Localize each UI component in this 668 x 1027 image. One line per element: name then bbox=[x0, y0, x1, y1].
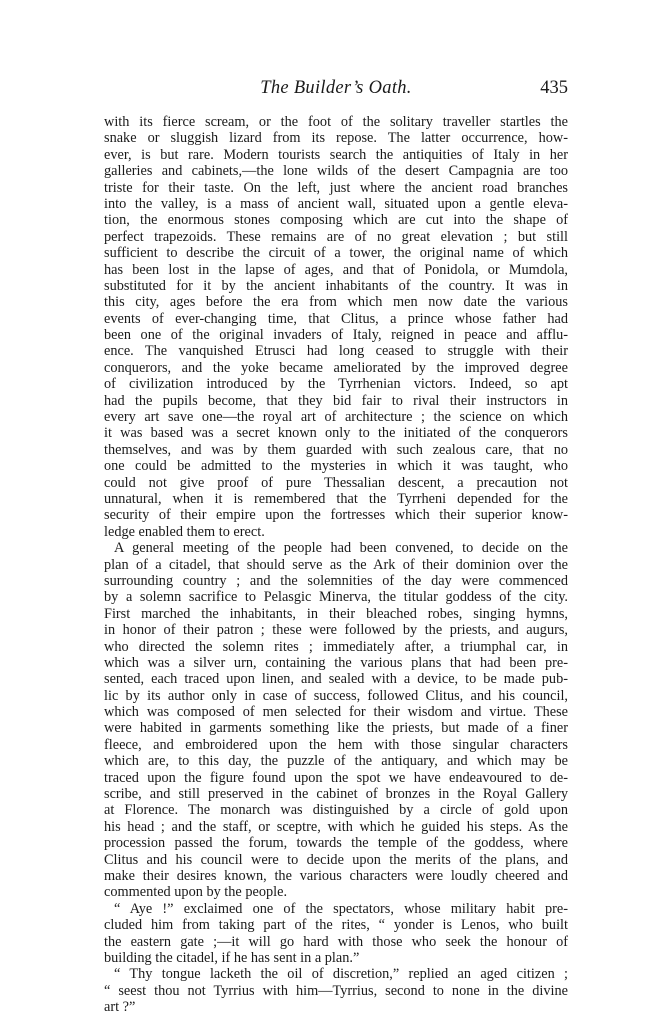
text-line: at Florence. The monarch was distinguished by a circle of gold upon bbox=[104, 802, 568, 819]
text-line: security of their empire upon the fortresses which their superior know- bbox=[104, 507, 568, 524]
text-line: every art save one—the royal art of architecture ; the science on which bbox=[104, 409, 568, 426]
text-line: in honor of their patron ; these were followed by the priests, and augurs, bbox=[104, 622, 568, 639]
text-line: which was composed of men selected for their wisdom and virtue. These bbox=[104, 704, 568, 721]
text-line: “ Thy tongue lacketh the oil of discretion,” replied an aged citizen ; bbox=[114, 966, 568, 983]
text-line: snake or sluggish lizard from its repose. The latter occurrence, how- bbox=[104, 130, 568, 147]
page-number: 435 bbox=[540, 78, 568, 98]
text-line: galleries and cabinets,—the lone wilds of the desert Campagnia are too bbox=[104, 163, 568, 180]
text-line: Clitus and his council were to decide upon the merits of the plans, and bbox=[104, 851, 568, 868]
text-line: lic by its author only in case of success, followed Clitus, and his council, bbox=[104, 687, 568, 704]
text-line: into the valley, is a mass of ancient wall, situated upon a gentle eleva- bbox=[104, 195, 568, 212]
text-line: scribe, and still preserved in the cabinet of bronzes in the Royal Gallery bbox=[104, 786, 568, 803]
text-line: the eastern gate ;—it will go hard with those who seek the honour of bbox=[104, 933, 568, 950]
text-line: this city, ages before the era from which men now date the various bbox=[104, 294, 568, 311]
text-line: commented upon by the people. bbox=[104, 884, 288, 901]
text-line: by a solemn sacrifice to Pelasgic Minerva, the titular goddess of the city. bbox=[104, 589, 568, 606]
text-line: been one of the original invaders of Italy, reigned in peace and afflu- bbox=[104, 327, 568, 344]
text-line: traced upon the figure found upon the spot we have endeavoured to de- bbox=[104, 769, 568, 786]
text-line: his head ; and the staff, or sceptre, with which he guided his steps. As the bbox=[104, 818, 568, 835]
text-line: sufficient to describe the circuit of a tower, the original name of which bbox=[104, 245, 568, 262]
text-line: has been lost in the lapse of ages, and that of Ponidola, or Mumdola, bbox=[104, 261, 568, 278]
text-line: surrounding country ; and the solemnities of the day were commenced bbox=[104, 572, 568, 589]
text-line: triste for their taste. On the left, just where the ancient road branches bbox=[104, 179, 568, 196]
text-line: “ seest thou not Tyrrius with him—Tyrrius, second to none in the divine bbox=[104, 982, 568, 999]
text-line: tion, the enormous stones composing which are cut into the shape of bbox=[104, 212, 568, 229]
text-line: had the pupils become, that they bid fair to rival their instructors in bbox=[104, 392, 568, 409]
text-line: conquerors, and the yoke became ameliorated by the improved degree bbox=[104, 359, 568, 376]
text-line: First marched the inhabitants, in their bleached robes, singing hymns, bbox=[104, 605, 568, 622]
text-line: ledge enabled them to erect. bbox=[104, 523, 265, 540]
running-title: The Builder’s Oath. bbox=[260, 78, 412, 98]
text-line: could not give proof of pure Thessalian descent, a precaution not bbox=[104, 474, 568, 491]
text-line: which are, to this day, the puzzle of the antiquary, and which may be bbox=[104, 753, 568, 770]
text-line: were habited in garments something like the priests, but made of a finer bbox=[104, 720, 568, 737]
text-line: substituted for it by the ancient inhabitants of the country. It was in bbox=[104, 277, 568, 294]
page-header bbox=[104, 78, 568, 102]
text-line: who directed the solemn rites ; immediately after, a triumphal car, in bbox=[104, 638, 568, 655]
text-line: perfect trapezoids. These remains are of no great elevation ; but still bbox=[104, 228, 568, 245]
text-line: events of ever-changing time, that Clitus, a prince whose father had bbox=[104, 310, 568, 327]
text-line: art ?” bbox=[104, 999, 136, 1016]
text-line: with its fierce scream, or the foot of the solitary traveller startles the bbox=[104, 114, 568, 130]
text-line: fleece, and embroidered upon the hem with those singular characters bbox=[104, 736, 568, 753]
text-line: cluded him from taking part of the rites, “ yonder is Lenos, who built bbox=[104, 917, 568, 934]
text-line: unnatural, when it is remembered that the Tyrrheni depended for the bbox=[104, 490, 568, 507]
text-line: of civilization introduced by the Tyrrhenian victors. Indeed, so apt bbox=[104, 376, 568, 393]
text-line: sented, each traced upon linen, and sealed with a device, to be made pub- bbox=[104, 671, 568, 688]
text-line: A general meeting of the people had been convened, to decide on the bbox=[114, 540, 568, 557]
text-line: building the citadel, if he has sent in a plan.” bbox=[104, 949, 360, 966]
text-line: it was based was a secret known only to the initiated of the conquerors bbox=[104, 425, 568, 442]
text-line: one could be admitted to the mysteries in which it was taught, who bbox=[104, 458, 568, 475]
text-line: procession passed the forum, towards the temple of the goddess, where bbox=[104, 835, 568, 852]
text-line: plan of a citadel, that should serve as the Ark of their dominion over the bbox=[104, 556, 568, 573]
body-text bbox=[104, 114, 568, 1015]
text-line: which was a silver urn, containing the various plans that had been pre- bbox=[104, 654, 568, 671]
text-line: ever, is but rare. Modern tourists search the antiquities of Italy in her bbox=[104, 146, 568, 163]
text-line: themselves, and was by them guarded with such zealous care, that no bbox=[104, 441, 568, 458]
text-line: make their desires known, the various characters were loudly cheered and bbox=[104, 867, 568, 884]
text-line: ence. The vanquished Etrusci had long ceased to struggle with their bbox=[104, 343, 568, 360]
text-line: “ Aye !” exclaimed one of the spectators, whose military habit pre- bbox=[114, 900, 568, 917]
